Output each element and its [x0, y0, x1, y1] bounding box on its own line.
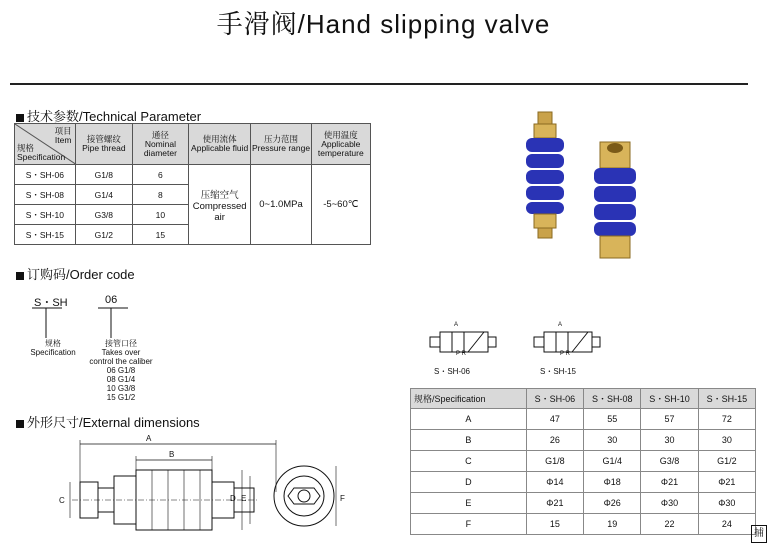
spec-cell: Φ21: [698, 472, 755, 493]
table-row: [15, 165, 371, 185]
table-row: [411, 430, 756, 451]
spec-cell: Φ26: [584, 493, 641, 514]
tech-diameter-cell: 10: [132, 205, 188, 225]
table-row: [411, 409, 756, 430]
spec-cell: G1/8: [526, 451, 583, 472]
tech-spec-cell: S・SH-06: [15, 165, 76, 185]
spec-cell: 55: [584, 409, 641, 430]
spec-cell: 30: [698, 430, 755, 451]
bullet-square-icon: [16, 114, 24, 122]
spec-cell: G1/4: [584, 451, 641, 472]
spec-row-label: C: [411, 451, 527, 472]
tech-col-thread: 接管螺纹 Pipe thread: [75, 124, 132, 165]
external-dimensions-heading-text: 外形尺寸/External dimensions: [27, 415, 200, 430]
tech-spec-cell: S・SH-15: [15, 225, 76, 245]
spec-header-08: S・SH-08: [584, 389, 641, 409]
tech-thread-cell: G1/2: [75, 225, 132, 245]
spec-row-label: B: [411, 430, 527, 451]
tech-param-heading-text: 技术参数/Technical Parameter: [27, 109, 202, 124]
tech-col-pressure: 压力范围 Pressure range: [251, 124, 311, 165]
symbol-15-a: A: [558, 322, 563, 328]
spec-cell: Φ30: [698, 493, 755, 514]
bullet-square-icon: [16, 272, 24, 280]
spec-row-label: E: [411, 493, 527, 514]
spec-cell: 57: [641, 409, 698, 430]
tech-fluid-cell: 压缩空气 Compressed air: [188, 165, 251, 245]
spec-cell: 30: [641, 430, 698, 451]
bullet-square-icon: [16, 420, 24, 428]
spec-cell: 19: [584, 514, 641, 535]
tech-pressure-cell: 0~1.0MPa: [251, 165, 311, 245]
spec-header-15: S・SH-15: [698, 389, 755, 409]
table-row: [411, 472, 756, 493]
tech-spec-cell: S・SH-10: [15, 205, 76, 225]
spec-cell: G1/2: [698, 451, 755, 472]
tech-header-spec: 规格 Specification: [17, 143, 66, 162]
spec-header-10: S・SH-10: [641, 389, 698, 409]
order-code-heading: [16, 264, 135, 283]
order-code-prefix: S・SH: [34, 297, 68, 309]
tech-thread-cell: G3/8: [75, 205, 132, 225]
spec-row-label: F: [411, 514, 527, 535]
corner-mark: 捕: [751, 525, 767, 543]
spec-cell: 15: [526, 514, 583, 535]
spec-header-label: 规格/Specification: [411, 389, 527, 409]
dim-label-b: B: [169, 450, 175, 459]
spec-cell: Φ18: [584, 472, 641, 493]
tech-diameter-cell: 8: [132, 185, 188, 205]
spec-cell: 30: [584, 430, 641, 451]
tech-col-temperature: 使用温度 Applicable temperature: [311, 124, 370, 165]
dim-label-a: A: [146, 434, 152, 443]
dim-label-c: C: [59, 496, 65, 505]
table-row: [411, 514, 756, 535]
spec-cell: Φ21: [526, 493, 583, 514]
tech-header-corner: [15, 124, 76, 165]
symbol-06-pr: P R: [456, 351, 466, 357]
symbol-06-a: A: [454, 322, 459, 328]
spec-cell: Φ30: [641, 493, 698, 514]
spec-row-label: D: [411, 472, 527, 493]
tech-temperature-cell: -5~60℃: [311, 165, 370, 245]
table-row: [411, 493, 756, 514]
spec-cell: 24: [698, 514, 755, 535]
tech-header-item: 项目 Item: [54, 126, 72, 145]
spec-cell: Φ21: [641, 472, 698, 493]
symbol-15-label: S・SH-15: [540, 367, 577, 376]
spec-cell: G3/8: [641, 451, 698, 472]
spec-row-label: A: [411, 409, 527, 430]
tech-col-fluid: 使用流体 Applicable fluid: [188, 124, 251, 165]
dim-label-d: D: [230, 494, 236, 503]
order-code-heading-text: 订购码/Order code: [27, 267, 135, 282]
spec-cell: 26: [526, 430, 583, 451]
order-code-suffix: 06: [105, 294, 118, 306]
dimension-spec-table: [410, 388, 756, 535]
spec-cell: Φ14: [526, 472, 583, 493]
spec-cell: 72: [698, 409, 755, 430]
order-spec-label: 规格 Specification: [30, 339, 76, 357]
technical-parameter-table: [14, 123, 371, 245]
tech-spec-cell: S・SH-08: [15, 185, 76, 205]
dim-label-e: E: [241, 494, 247, 503]
external-dimensions-heading: [16, 412, 200, 431]
spec-cell: 22: [641, 514, 698, 535]
spec-header-06: S・SH-06: [526, 389, 583, 409]
order-takes-label: 接管口径 Takes over control the caliber 06 G1/8 08 G1/4 10 G3/8 15 G1/2: [89, 339, 153, 402]
tech-diameter-cell: 6: [132, 165, 188, 185]
dim-label-f: F: [340, 494, 345, 503]
spec-cell: 47: [526, 409, 583, 430]
external-dimensions-drawing: [52, 432, 352, 544]
product-photo: [516, 108, 656, 278]
tech-thread-cell: G1/8: [75, 165, 132, 185]
tech-thread-cell: G1/4: [75, 185, 132, 205]
tech-diameter-cell: 15: [132, 225, 188, 245]
symbol-15-pr: P R: [560, 351, 570, 357]
top-rule: [10, 83, 748, 85]
tech-col-diameter: 通径 Nominal diameter: [132, 124, 188, 165]
symbol-06-label: S・SH-06: [434, 367, 471, 376]
table-row: [411, 451, 756, 472]
page-title: 手滑阀/Hand slipping valve: [216, 9, 551, 39]
